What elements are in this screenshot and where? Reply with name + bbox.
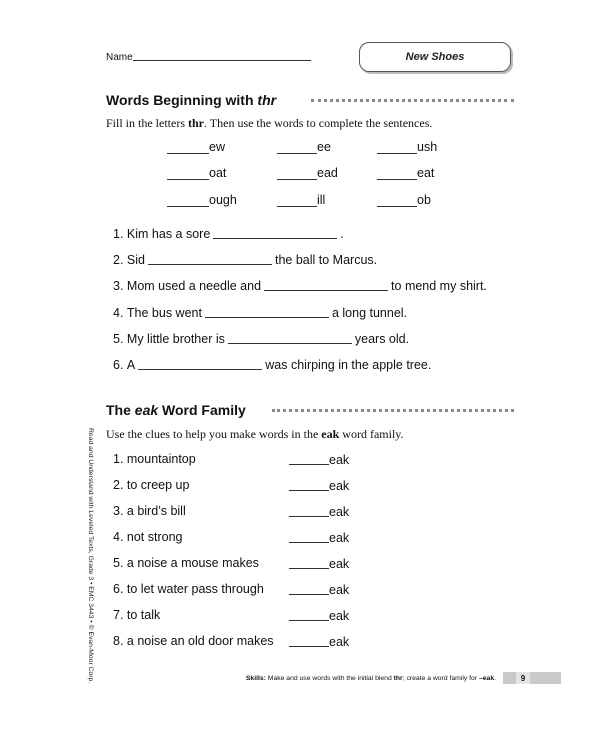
eak-blank-8[interactable]: eak [289,634,349,649]
sentence-3-blank[interactable] [264,278,388,291]
section2-instruction: Use the clues to help you make words in the eak word family. [106,427,404,441]
eak-blank-5[interactable]: eak [289,556,349,571]
word-blank-6[interactable]: eat [377,166,434,180]
word-blank-8[interactable]: ill [277,193,325,207]
section1-heading-text: Words Beginning with [106,92,258,108]
sentence-6: 6. A was chirping in the apple tree. [113,358,432,372]
sentence-2-blank[interactable] [148,252,272,265]
eak-blank-6[interactable]: eak [289,582,349,597]
section2-dotted-rule [272,409,514,412]
eak-blank-1[interactable]: eak [289,452,349,467]
section2-heading: The eak Word Family [106,402,246,418]
eak-blank-3[interactable]: eak [289,504,349,519]
story-title-box [359,42,511,72]
page-number: 9 [516,672,530,684]
word-blank-2[interactable]: ee [277,140,331,154]
side-credit [82,428,96,690]
sentence-4-blank[interactable] [205,305,329,318]
side-credit-text: Read and Understand with Leveled Texts, Grade 3 • EMC 3443 • © Evan-Moor Corp. [87,428,94,684]
word-blank-9[interactable]: ob [377,193,431,207]
clue-4: 4. not strong [113,530,183,544]
name-line[interactable] [133,60,311,61]
clue-6: 6. to let water pass through [113,582,264,596]
sentence-4: 4. The bus went a long tunnel. [113,306,408,320]
section1-instruction: Fill in the letters thr. Then use the words to complete the sentences. [106,116,433,130]
section1-heading [106,92,276,108]
word-blank-1[interactable]: ew [167,140,225,154]
sentence-5-blank[interactable] [228,331,352,344]
skills-note: Skills: Make and use words with the initial blend thr; create a word family for –eak. [245,675,496,682]
clue-1: 1. mountaintop [113,452,196,466]
clue-5: 5. a noise a mouse makes [113,556,259,570]
eak-blank-2[interactable]: eak [289,478,349,493]
clue-2: 2. to creep up [113,478,190,492]
clue-8: 8. a noise an old door makes [113,634,274,648]
word-blank-7[interactable]: ough [167,193,237,207]
word-blank-3[interactable]: ush [377,140,437,154]
sentence-1-blank[interactable] [213,226,337,239]
word-blank-4[interactable]: oat [167,166,226,180]
eak-blank-7[interactable]: eak [289,608,349,623]
clue-3: 3. a bird’s bill [113,504,186,518]
sentence-6-blank[interactable] [138,357,262,370]
eak-blank-4[interactable]: eak [289,530,349,545]
clue-7: 7. to talk [113,608,161,622]
section1-heading-italic: thr [257,92,277,108]
sentence-5: 5. My little brother is years old. [113,332,410,346]
section1-dotted-rule [311,99,514,102]
story-title: New Shoes [405,51,465,63]
word-blank-5[interactable]: ead [277,166,338,180]
sentence-1: 1. Kim has a sore . [113,227,344,241]
page-number-bar [503,672,561,684]
sentence-3: 3. Mom used a needle and to mend my shirt. [113,279,487,293]
sentence-2: 2. Sid the ball to Marcus. [113,253,378,267]
name-label: Name [106,52,133,63]
